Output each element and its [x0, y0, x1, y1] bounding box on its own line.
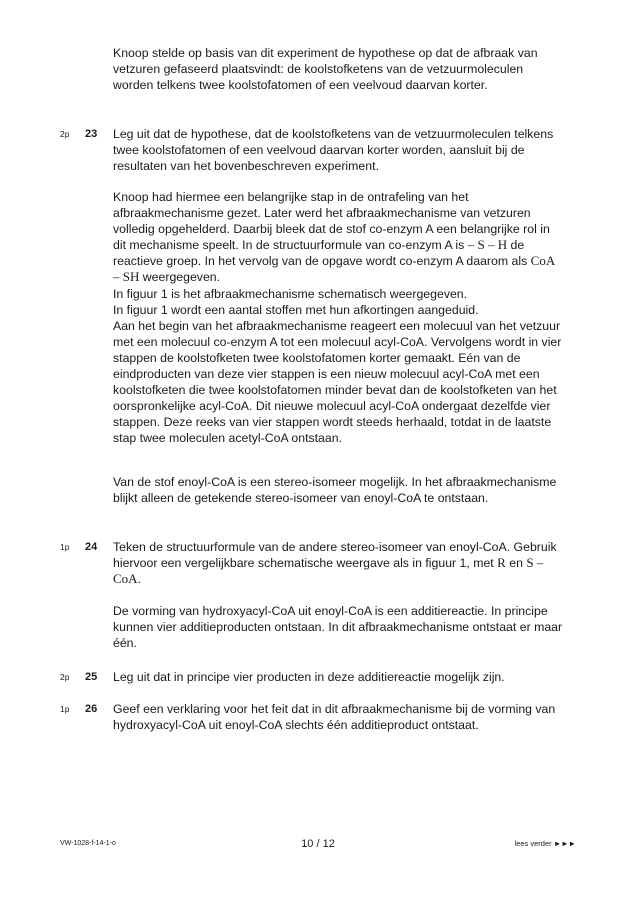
- question-number: 24: [85, 541, 98, 553]
- question-points: 2p: [60, 129, 70, 139]
- exam-code: VW-1028-f-14-1-o: [60, 840, 116, 847]
- figure-reference-line: In figuur 1 is het afbraakmechanisme schematisch weergegeven.: [113, 286, 468, 301]
- question-points: 2p: [60, 672, 70, 682]
- question-number: 26: [85, 703, 98, 715]
- intro-text: Knoop stelde op basis van dit experiment de hypothese op dat de afbraak van vetzuren gefaseerd plaatsvindt: de koolstofketens van de vetzuurmoleculen worden telkens twee koolstofatomen of een veelvoud daarvan korter.: [113, 46, 538, 93]
- stereo-context-paragraph: [113, 474, 563, 506]
- coa-intro-text: [113, 189, 563, 286]
- formula-sh: – S – H: [467, 237, 508, 253]
- question-points: 1p: [60, 542, 70, 552]
- question-text-a: Teken de structuurformule van de andere stereo-isomeer van enoyl-CoA. Gebruik hiervoor een vergelijkbare schematische weergave als in figuur 1, met: [113, 540, 557, 571]
- continue-indicator: lees verder ►►►: [514, 839, 576, 848]
- page-number: 10 / 12: [301, 838, 335, 850]
- page-footer: [0, 836, 636, 852]
- question-points: 1p: [60, 704, 70, 714]
- coa-text-part1: Knoop had hiermee een belangrijke stap in de ontrafeling van het afbraakmechanisme gezet. Later werd het afbraakmechanisme van vetzuren volledig opgehelderd. Daarbij bleek dat de stof co-enzym A een belangrijke rol in dit mechanisme speelt. In de structuurformule van co-enzym A is: [113, 190, 550, 253]
- formula-s-coa: S – CoA: [113, 555, 544, 587]
- question-text: Leg uit dat de hypothese, dat de koolstofketens van de vetzuurmoleculen telkens twee koolstofatomen of een veelvoud daarvan korter worden, aansluit bij de resultaten van het bovenbeschreven experiment.: [113, 127, 554, 174]
- question-text-c: .: [137, 572, 141, 587]
- formula-coa-sh: CoA – SH: [113, 253, 555, 285]
- addition-context-paragraph: [113, 603, 563, 651]
- question-text: Leg uit dat in principe vier producten in deze additiereactie mogelijk zijn.: [113, 670, 505, 684]
- question-number: 25: [85, 671, 98, 683]
- question-text: [113, 539, 563, 587]
- names-reference-line: In figuur 1 wordt een aantal stoffen met hun afkortingen aangeduid.: [113, 302, 479, 317]
- intro-paragraph: [113, 45, 563, 93]
- addition-text: De vorming van hydroxyacyl-CoA uit enoyl-CoA is een additiereactie. In principe kunnen vier additieproducten ontstaan. In dit afbraakmechanisme ontstaat er maar één.: [113, 604, 563, 651]
- stereo-text: Van de stof enoyl-CoA is een stereo-isomeer mogelijk. In het afbraakmechanisme blijkt alleen de getekende stereo-isomeer van enoyl-CoA te ontstaan.: [113, 475, 557, 506]
- coa-text-part2: de reactieve groep. In het vervolg van de opgave wordt co-enzym A daarom als: [113, 238, 531, 269]
- formula-r: R: [497, 555, 506, 571]
- question-text-b: en: [505, 556, 527, 571]
- mechanism-description: Aan het begin van het afbraakmechanisme reageert een molecuul van het vetzuur met een molecuul co-enzym A tot een molecuul acyl-CoA. Vervolgens wordt in vier stappen de koolstofketen twee koolstofatomen korter gemaakt. Eén van de eindproducten van deze vier stappen is een nieuw molecuul acyl-CoA met een koolstofketen die twee koolstofatomen minder bevat dan de koolstofketen van het oorspronkelijke acyl-CoA. Dit nieuwe molecuul acyl-CoA ondergaat dezelfde vier stappen. Deze reeks van vier stappen wordt steeds herhaald, totdat in de laatste stap twee moleculen acetyl-CoA ontstaan.: [113, 318, 562, 446]
- coa-text-part3: weergegeven.: [139, 270, 221, 285]
- coa-context-paragraph: [113, 189, 563, 447]
- question-text: Geef een verklaring voor het feit dat in dit afbraakmechanisme bij de vorming van hydroxyacyl-CoA uit enoyl-CoA slechts één additieproduct ontstaat.: [113, 702, 556, 733]
- question-number: 23: [85, 128, 98, 140]
